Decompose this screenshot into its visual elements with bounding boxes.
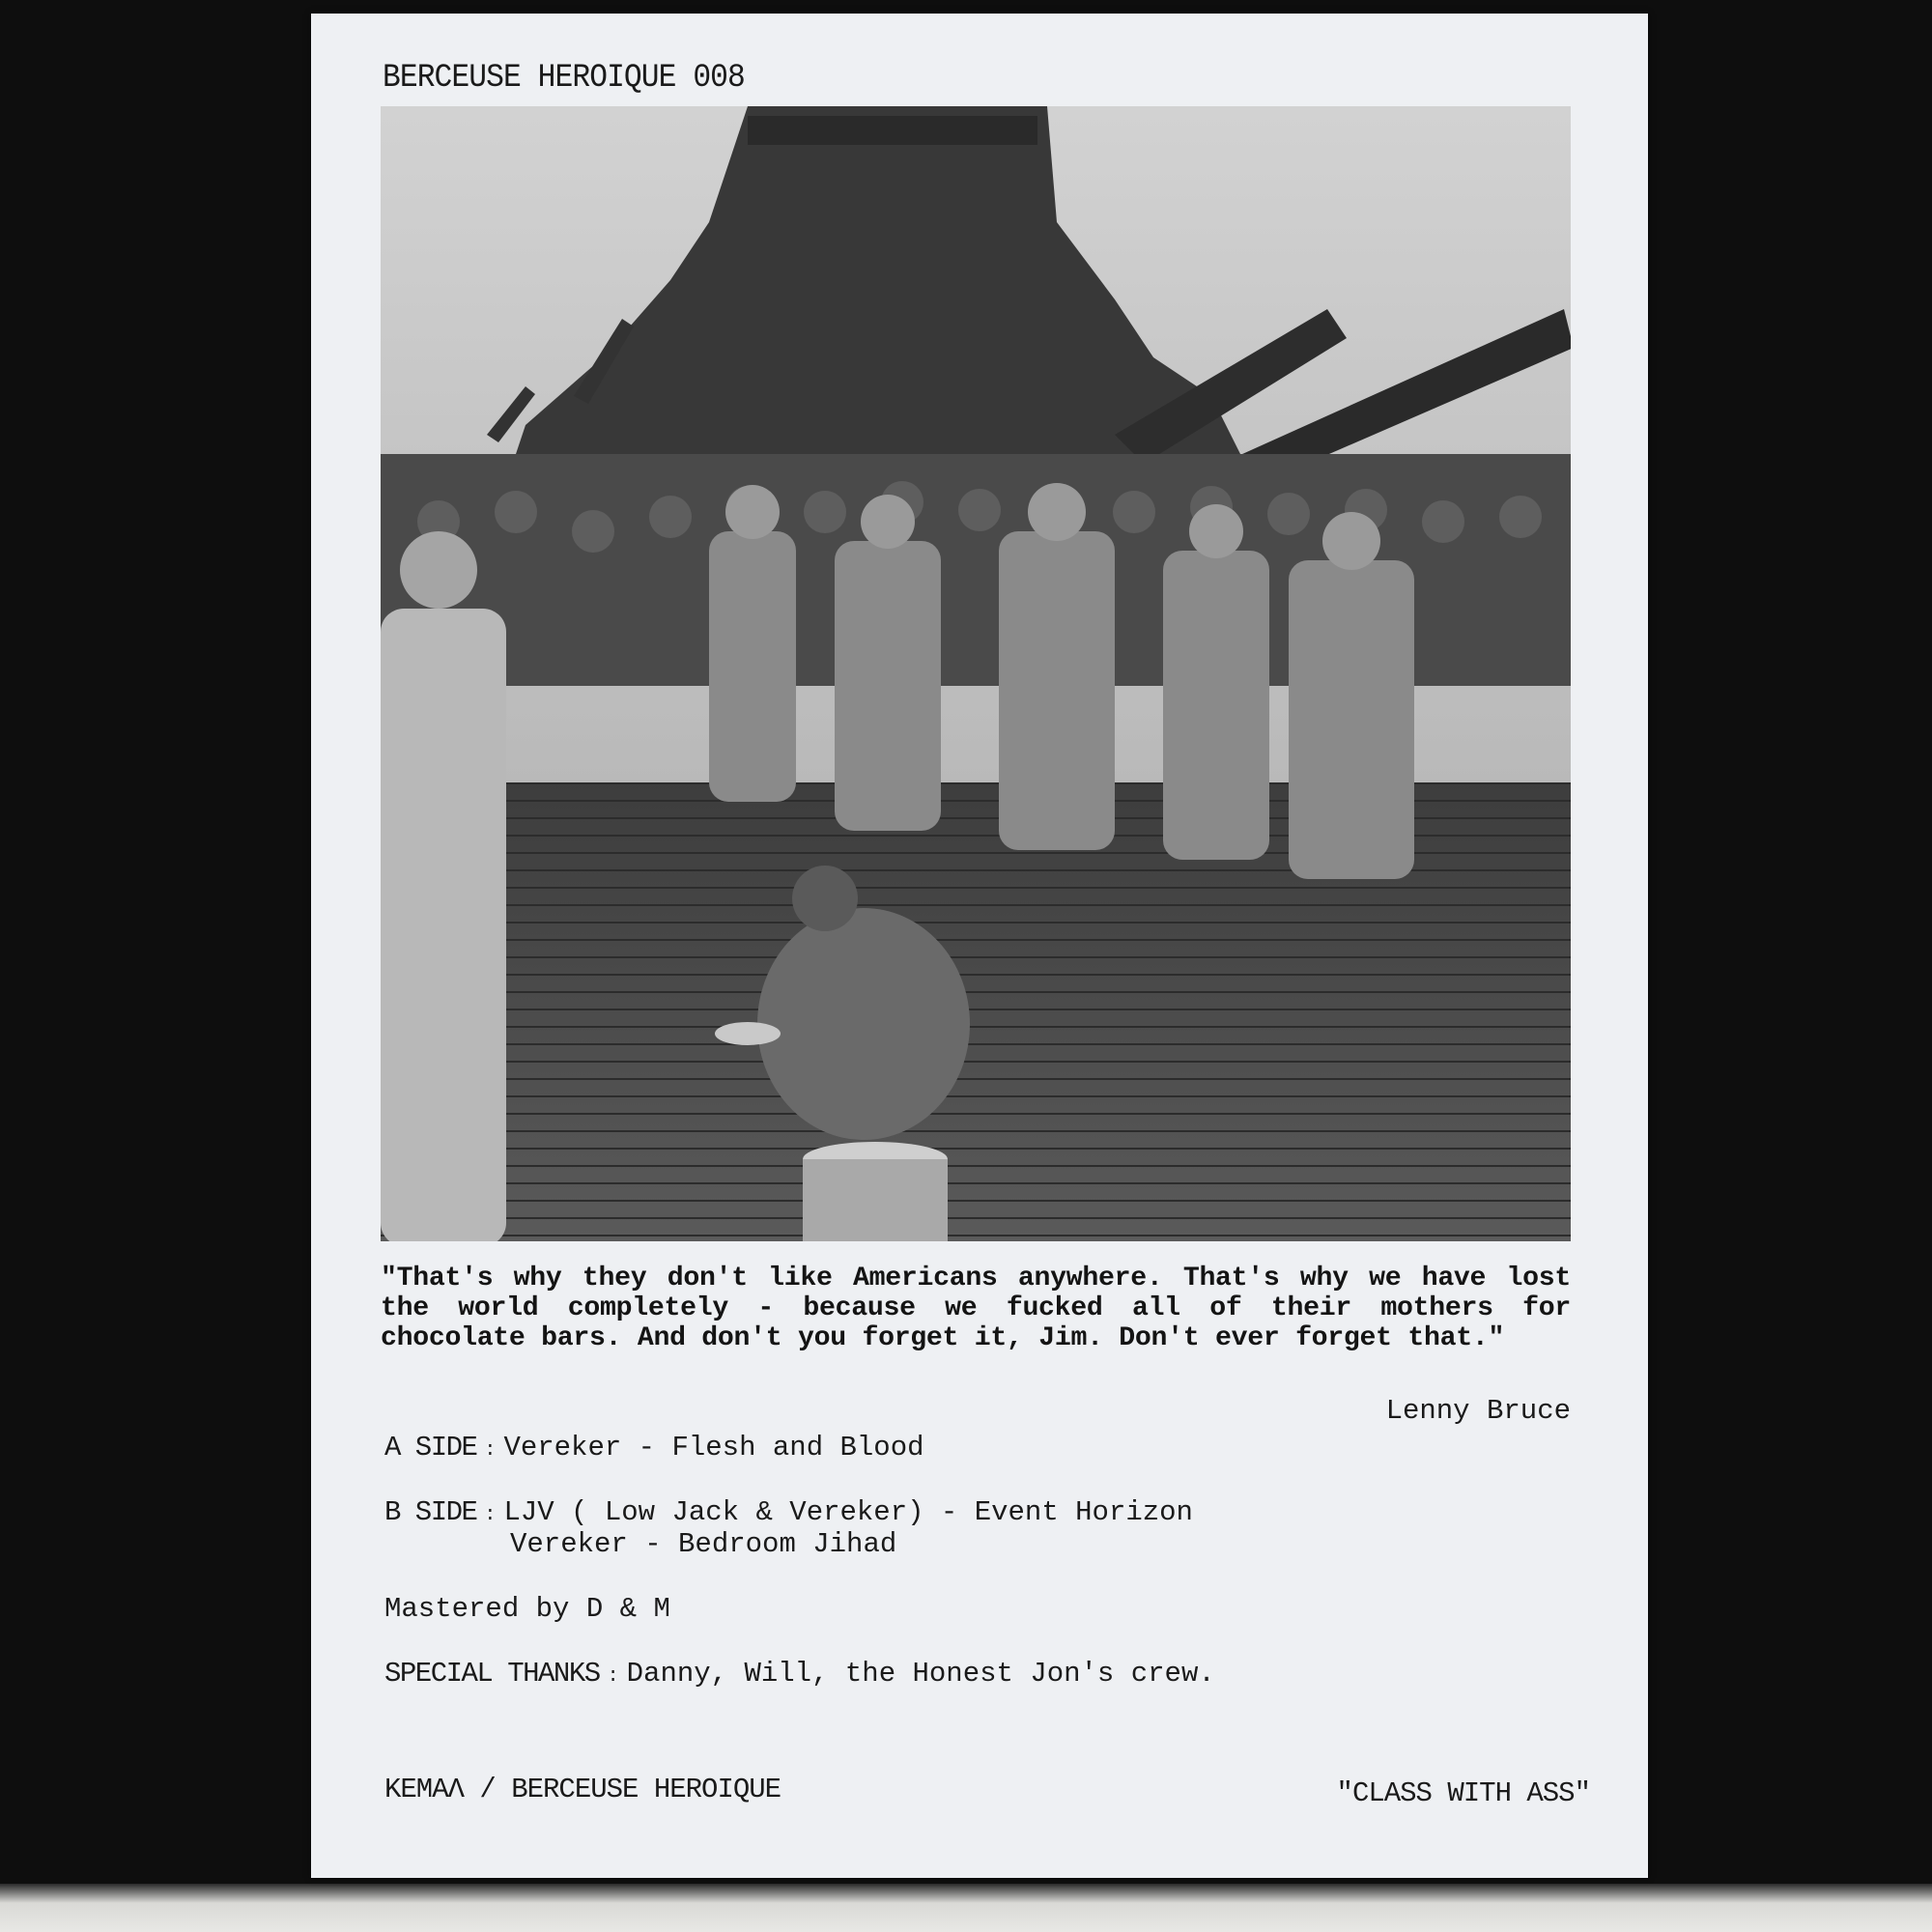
release-title: BERCEUSE HEROIQUE 008 bbox=[383, 60, 745, 97]
a-side-line bbox=[384, 1432, 924, 1463]
photo-illustration bbox=[381, 106, 1571, 1241]
mastered-credit: Mastered by D & M bbox=[384, 1593, 670, 1625]
b-side-label: B SIDE bbox=[384, 1496, 477, 1528]
quote-text: "That's why they don't like Americans anywhere. That's why we have lost the world completely - because we fucked all of their mothers for chocolate bars. And don't you forget it, Jim. Don't ever forget that." bbox=[381, 1264, 1571, 1353]
special-thanks-line bbox=[384, 1658, 1215, 1690]
separator: : bbox=[484, 1439, 497, 1462]
sleeve-sheet bbox=[311, 14, 1648, 1878]
a-side-label: A SIDE bbox=[384, 1432, 477, 1463]
b-side-line bbox=[384, 1496, 1193, 1528]
b-side-track: LJV ( Low Jack & Vereker) - Event Horizon bbox=[503, 1496, 1193, 1528]
special-thanks-text: Danny, Will, the Honest Jon's crew. bbox=[626, 1658, 1215, 1690]
background-strip bbox=[0, 1884, 1932, 1932]
b-side-track-2: Vereker - Bedroom Jihad bbox=[510, 1528, 897, 1560]
label-name: KEMAΛ / BERCEUSE HEROIQUE bbox=[384, 1774, 781, 1805]
separator: : bbox=[607, 1665, 619, 1688]
cover-photo bbox=[381, 106, 1571, 1241]
quote-author: Lenny Bruce bbox=[1385, 1395, 1571, 1427]
a-side-track: Vereker - Flesh and Blood bbox=[503, 1432, 924, 1463]
slogan: "CLASS WITH ASS" bbox=[1336, 1777, 1590, 1809]
separator: : bbox=[484, 1504, 497, 1526]
special-thanks-label: SPECIAL THANKS bbox=[384, 1658, 600, 1690]
